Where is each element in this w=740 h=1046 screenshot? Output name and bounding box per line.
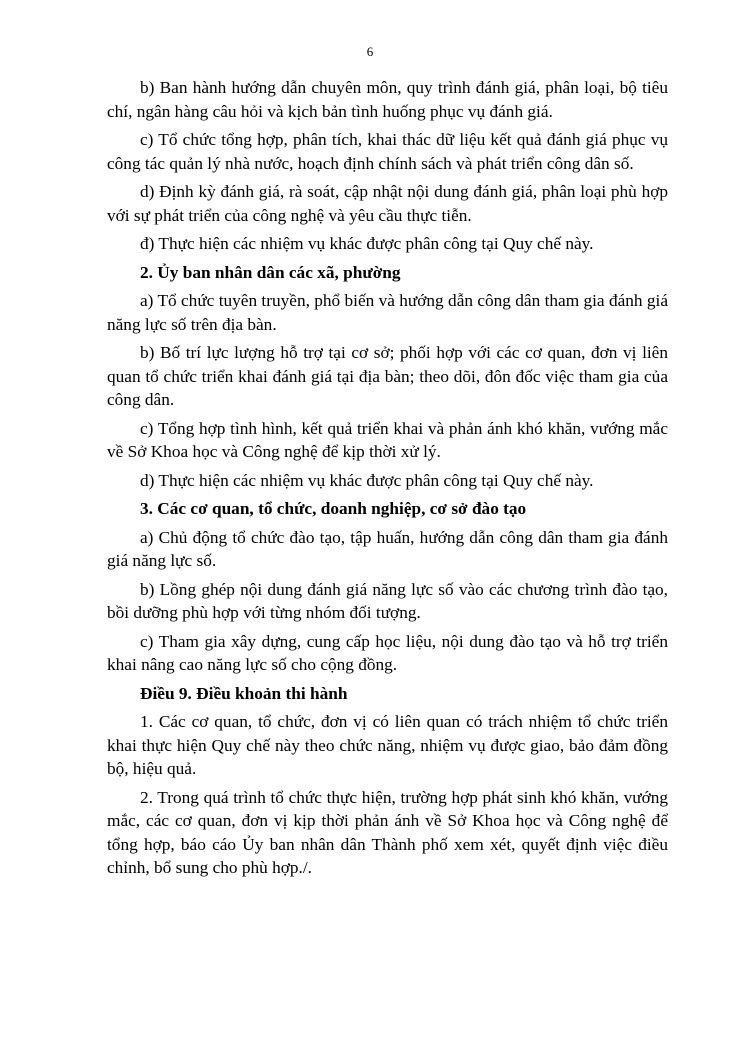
page-number: 6 xyxy=(366,44,374,59)
paragraph-c-report-difficulties: c) Tổng hợp tình hình, kết quả triển khai và phản ánh khó khăn, vướng mắc về Sở Khoa học và Công nghệ để kịp thời xử lý. xyxy=(107,418,668,461)
paragraph-d-other-tasks: d) Thực hiện các nhiệm vụ khác được phân công tại Quy chế này. xyxy=(140,470,594,490)
paragraph-d-periodic-review: d) Định kỳ đánh giá, rà soát, cập nhật nội dung đánh giá, phân loại phù hợp với sự phát triển của công nghệ và yêu cầu thực tiễn. xyxy=(107,182,668,225)
paragraph-b-local-support: b) Bố trí lực lượng hỗ trợ tại cơ sở; phối hợp với các cơ quan, đơn vị liên quan tổ chức triển khai đánh giá tại địa bàn; theo dõi, đôn đốc việc tham gia của công dân. xyxy=(107,343,668,409)
article-heading-implementation: Điều 9. Điều khoản thi hành xyxy=(140,683,348,703)
paragraph-2-amendments: 2. Trong quá trình tổ chức thực hiện, trường hợp phát sinh khó khăn, vướng mắc, các cơ quan, đơn vị kịp thời phản ánh về Sở Khoa học và Công nghệ để tổng hợp, báo cáo Ủy ban nhân dân Thành phố xem xét, quyết định việc điều chỉnh, bổ sung cho phù hợp./. xyxy=(107,787,668,877)
section-heading-organizations: 3. Các cơ quan, tổ chức, doanh nghiệp, cơ sở đào tạo xyxy=(140,499,527,518)
paragraph-c-learning-materials: c) Tham gia xây dựng, cung cấp học liệu, nội dung đào tạo và hỗ trợ triển khai nâng cao năng lực số cho cộng đồng. xyxy=(107,631,668,674)
section-heading-commune-committee: 2. Ủy ban nhân dân các xã, phường xyxy=(140,262,401,282)
paragraph-a-training: a) Chủ động tổ chức đào tạo, tập huấn, hướng dẫn công dân tham gia đánh giá năng lực số. xyxy=(107,527,668,570)
paragraph-dd-other-tasks: đ) Thực hiện các nhiệm vụ khác được phân công tại Quy chế này. xyxy=(140,234,594,253)
paragraph-b-curriculum: b) Lồng ghép nội dung đánh giá năng lực số vào các chương trình đào tạo, bồi dưỡng phù hợp với từng nhóm đối tượng. xyxy=(107,579,668,622)
paragraph-b-guidance: b) Ban hành hướng dẫn chuyên môn, quy trình đánh giá, phân loại, bộ tiêu chí, ngân hàng câu hỏi và kịch bản tình huống phục vụ đánh giá. xyxy=(107,78,668,121)
document-body xyxy=(107,76,668,885)
paragraph-a-propaganda: a) Tổ chức tuyên truyền, phổ biến và hướng dẫn công dân tham gia đánh giá năng lực số trên địa bàn. xyxy=(107,291,668,334)
paragraph-c-data-analysis: c) Tổ chức tổng hợp, phân tích, khai thác dữ liệu kết quả đánh giá phục vụ công tác quản lý nhà nước, hoạch định chính sách và phát triển công dân số. xyxy=(107,130,668,173)
paragraph-1-responsibility: 1. Các cơ quan, tổ chức, đơn vị có liên quan có trách nhiệm tổ chức triển khai thực hiện Quy chế này theo chức năng, nhiệm vụ được giao, bảo đảm đồng bộ, hiệu quả. xyxy=(107,712,668,778)
